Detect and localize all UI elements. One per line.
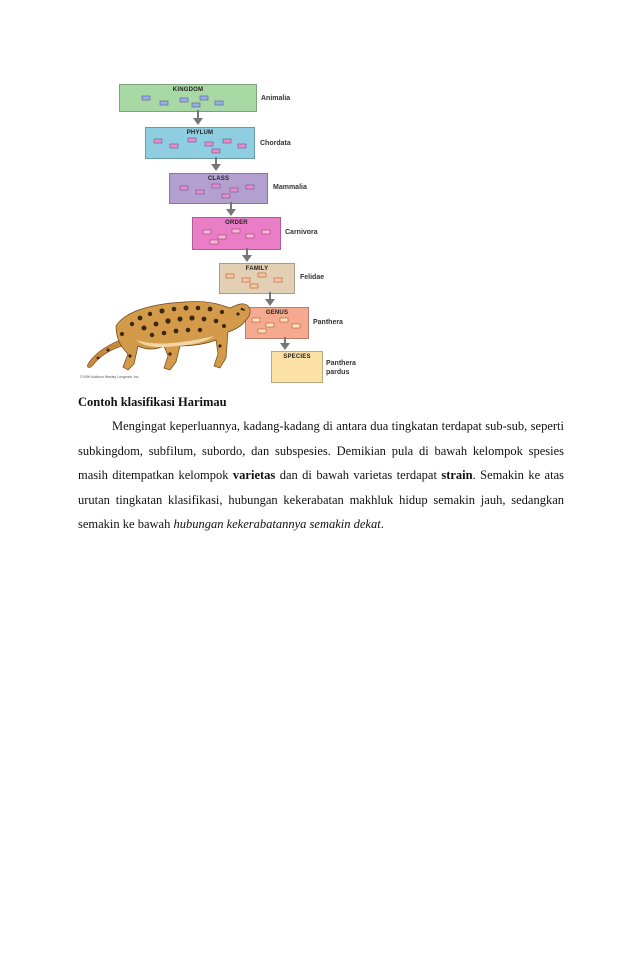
spot [241,308,244,311]
spot [214,319,219,324]
marker [188,138,196,142]
leopard-tail [87,340,122,368]
paragraph-text-1: Mengingat keperluannya, kadang-kadang di antara dua tingkatan terdapat sub-sub, seperti subkingdom, subfilum, subordo, dan subspesies. Demikian pula di bawah kelompok spesies masih ditempatkan kelompok [78,419,564,483]
spot [138,316,143,321]
arrow-2 [211,157,221,171]
marker [212,149,220,153]
spot [186,328,191,333]
spot [174,329,179,334]
marker [180,98,188,102]
marker [203,230,211,234]
marker [246,185,254,189]
spot [172,307,177,312]
rank-name-order: Carnivora [285,229,318,236]
rank-name-species: Panthera pardus [326,360,356,376]
term-strain: strain [441,468,473,483]
spot [236,312,239,315]
marker [280,318,288,322]
marker [196,190,204,194]
marker [232,229,240,233]
rank-title-phylum: PHYLUM [186,130,214,136]
marker [238,144,246,148]
marker [160,101,168,105]
spot [218,344,221,347]
taxonomy-drawing [80,78,380,384]
arrow-1 [193,110,203,125]
leopard-eye [243,309,245,311]
taxonomy-figure [80,78,380,384]
marker [142,96,150,100]
spot [178,317,183,322]
paragraph-text-4: . [380,517,384,532]
spot [202,317,207,322]
marker [210,240,218,244]
marker [258,329,266,333]
rank-name-genus: Panthera [313,319,343,326]
spot [189,315,194,320]
spot [208,307,213,312]
leopard-illustration [87,301,250,370]
marker [212,184,220,188]
spot [128,354,131,357]
marker [205,142,213,146]
figure-copyright: ©1999 Addison Wesley Longman, Inc. [80,375,140,379]
rank-name-phylum: Chordata [260,140,291,147]
spot [107,349,110,352]
term-varietas: varietas [232,468,276,483]
member-markers [142,96,300,333]
figure-caption: Contoh klasifikasi Harimau [78,395,227,409]
marker [274,278,282,282]
marker [246,234,254,238]
marker [292,324,300,328]
spot [196,306,201,311]
spot [184,306,189,311]
spot [220,310,224,314]
rank-title-class: CLASS [207,176,230,182]
marker [252,318,260,322]
rank-name-kingdom: Animalia [261,95,291,102]
rank-title-family: FAMILY [245,266,269,272]
marker [262,230,270,234]
spot [97,357,100,360]
spot [222,324,226,328]
arrow-4 [242,248,252,262]
spot [168,352,171,355]
marker [223,139,231,143]
spot [160,309,165,314]
rank-title-genus: GENUS [265,310,289,316]
rank-title-order: ORDER [225,220,248,226]
marker [230,188,238,192]
marker [218,235,226,239]
spot [165,318,170,323]
marker [200,96,208,100]
marker [170,144,178,148]
spot [120,332,124,336]
arrow-6 [280,337,290,350]
emphasis-closer-kinship: hubungan kekerabatannya semakin dekat [173,517,381,532]
marker [180,186,188,190]
marker [250,284,258,288]
spot [198,328,202,332]
spot [148,312,152,316]
spot [150,333,154,337]
spot [142,326,147,331]
rank-title-species: SPECIES [283,354,311,360]
rank-name-class: Mammalia [273,184,307,191]
rank-title-kingdom: KINGDOM [172,87,204,93]
rank-name-family: Felidae [300,274,325,281]
marker [258,273,266,277]
paragraph-text-2: dan di bawah varietas terdapat [275,468,442,483]
marker [242,278,250,282]
marker [266,323,274,327]
spot [162,331,167,336]
marker [226,274,234,278]
paragraph-text-3: . Semakin ke atas urutan tingkatan klasifikasi, hubungan kekerabatan makhluk hidup semakin jauh, sedangkan semakin ke bawah [78,468,564,532]
marker [222,194,230,198]
body-paragraph [78,414,564,537]
arrow-3 [226,202,236,216]
arrow-5 [265,292,275,306]
marker [154,139,162,143]
spot [130,322,134,326]
marker [215,101,223,105]
leopard-body [116,301,250,370]
spot [154,322,159,327]
marker [192,103,200,107]
